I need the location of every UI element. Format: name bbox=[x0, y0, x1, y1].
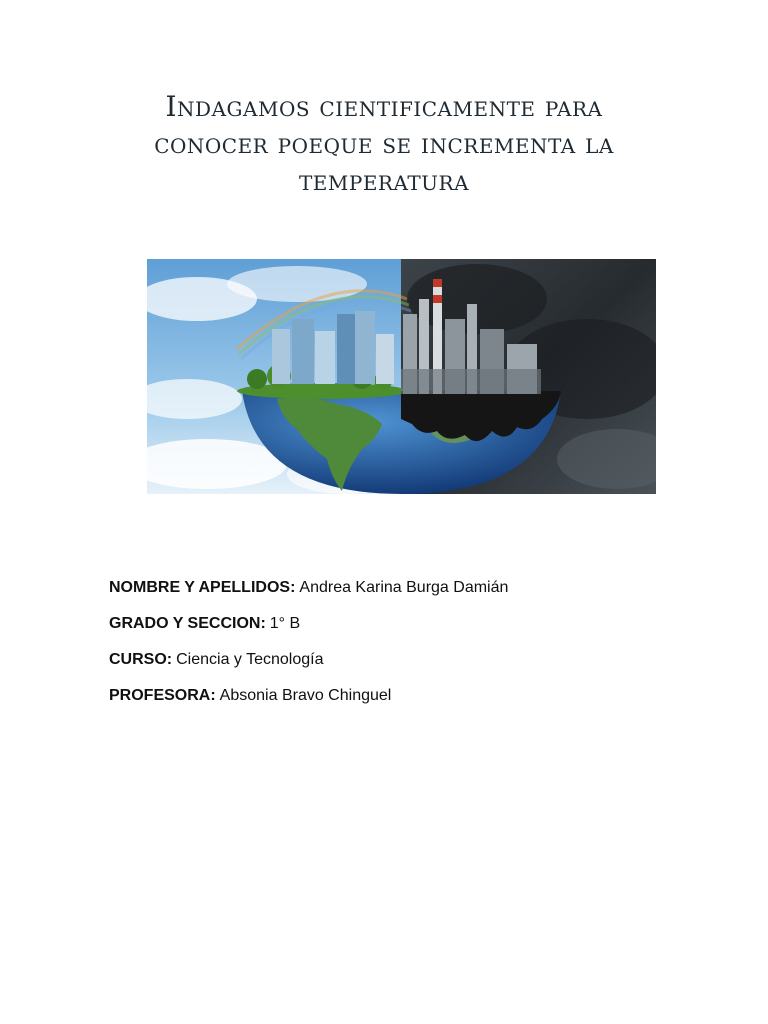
field-value: Ciencia y Tecnología bbox=[176, 651, 324, 668]
field-value: Andrea Karina Burga Damián bbox=[299, 579, 509, 596]
globe-city-pollution-image bbox=[147, 259, 656, 494]
field-value: Absonia Bravo Chinguel bbox=[219, 687, 392, 704]
title-line-2: conocer poeque se incrementa la bbox=[154, 127, 614, 160]
field-label: NOMBRE Y APELLIDOS: bbox=[109, 579, 296, 596]
field-value: 1° B bbox=[269, 615, 301, 632]
field-label: CURSO: bbox=[109, 651, 173, 668]
title-line-3: temperatura bbox=[298, 164, 470, 197]
field-curso bbox=[109, 649, 709, 685]
field-label: PROFESORA: bbox=[109, 687, 216, 704]
field-profesora bbox=[109, 685, 709, 721]
illustration-svg bbox=[147, 259, 656, 494]
field-grado bbox=[109, 613, 709, 649]
field-nombre bbox=[109, 577, 709, 613]
document-title bbox=[90, 88, 678, 199]
student-info bbox=[109, 577, 709, 721]
field-label: GRADO Y SECCION: bbox=[109, 615, 266, 632]
title-line-1: Indagamos cientificamente para bbox=[165, 90, 603, 123]
